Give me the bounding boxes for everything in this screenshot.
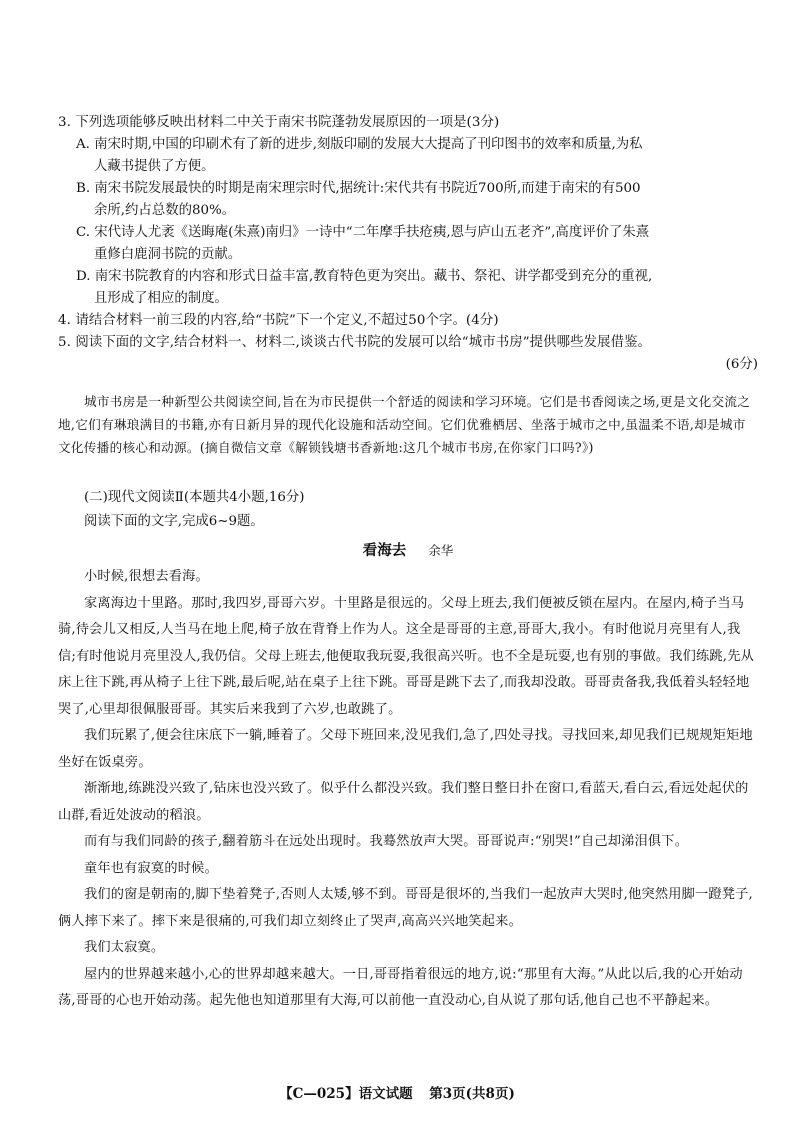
article-paragraph: 我们的窗是朝南的,脚下垫着凳子,否则人太矮,够不到。哥哥是很坏的,当我们一起放声大哭时,他突然用脚一蹬凳子,俩人摔下来了。摔下来是很痛的,可我们却立刻终止了哭声,高高兴兴地笑起来。 [58,887,753,929]
section-2 [58,486,758,534]
question-3-option-c: C. 宋代诗人尤袤《送晦庵(朱熹)南归》一诗中“二年摩手扶疮痍,恩与庐山五老齐”,高度评价了朱熹 重修白鹿洞书院的贡献。 [76,225,650,262]
footer-code: 【C—025】语文试题 [279,1086,413,1102]
article-author: 余华 [428,543,454,558]
section-2-heading: (二)现代文阅读Ⅱ(本题共4小题,16分) [84,490,305,505]
article [58,538,758,1015]
question-4: 4. 请结合材料一前三段的内容,给“书院”下一个定义,不超过50个字。(4分) [58,313,499,328]
article-paragraph: 我们玩累了,便会往床底下一躺,睡着了。父母下班回来,没见我们,急了,四处寻找。寻找回来,却见我们已规规矩矩地坐好在饭桌旁。 [58,728,753,770]
article-paragraph: 小时候,很想去看海。 [84,569,209,584]
article-paragraph: 而有与我们同龄的孩子,翻着筋斗在远处出现时。我蓦然放声大哭。哥哥说声:“别哭!”自己却涕泪俱下。 [84,834,689,849]
article-paragraph: 渐渐地,练跳没兴致了,钻床也没兴致了。似乎什么都没兴致。我们整日整日扑在窗口,看蓝天,看白云,看远处起伏的山群,看近处波动的稻浪。 [58,781,749,823]
footer-page-number: 第3页(共8页) [429,1086,515,1102]
question-3-option-a: A. 南宋时期,中国的印刷术有了新的进步,刻版印刷的发展大大提高了刊印图书的效率和质量,为私 人藏书提供了方便。 [76,137,643,174]
question-3-stem: 3. 下列选项能够反映出材料二中关于南宋书院蓬勃发展原因的一项是(3分) [58,115,500,130]
material-paragraph: 城市书房是一种新型公共阅读空间,旨在为市民提供一个舒适的阅读和学习环境。它们是书香阅读之场,更是文化交流之地,它们有琳琅满目的书籍,亦有日新月异的现代化设施和活动空间。它们优雅栖居、坐落于城市之中,虽温柔不语,却是城市文化传播的核心和动源。(摘自微信文章《解锁钱塘书香新地:这几个城市书房,在你家门口吗?》) [58,394,751,455]
question-5-material [58,390,758,459]
page-footer [0,1082,794,1102]
article-paragraph: 屋内的世界越来越小,心的世界却越来越大。一日,哥哥指着很远的地方,说:“那里有大海。”从此以后,我的心开始动荡,哥哥的心也开始动荡。起先他也知道那里有大海,可以前他一直没动心,自从说了那句话,他自己也不平静起来。 [58,966,743,1008]
question-3-option-b: B. 南宋书院发展最快的时期是南宋理宗时代,据统计:宋代共有书院近700所,而建于南宋的有500 余所,约占总数的80%。 [76,181,641,218]
question-3-option-d: D. 南宋书院教育的内容和形式日益丰富,教育特色更为突出。藏书、祭祀、讲学都受到充分的重视, 且形成了相应的制度。 [76,269,653,306]
article-title [58,538,758,564]
question-3 [58,112,758,376]
article-title-text: 看海去 [362,542,407,559]
section-2-instruction: 阅读下面的文字,完成6~9题。 [84,514,264,529]
article-paragraph: 童年也有寂寞的时候。 [84,860,218,876]
question-5: 5. 阅读下面的文字,结合材料一、材料二,谈谈古代书院的发展可以给“城市书房”提供哪些发展借鉴。 [58,335,652,350]
question-5-score: (6分) [725,357,758,372]
article-paragraph: 家离海边十里路。那时,我四岁,哥哥六岁。十里路是很远的。父母上班去,我们便被反锁在屋内。在屋内,椅子当马骑,待会儿又相反,人当马在地上爬,椅子放在背脊上作为人。这全是哥哥的主意,哥哥大,我小。有时他说月亮里有人,我信;有时他说月亮里没人,我仍信。父母上班去,他便取我玩耍,我很高兴听。也不全是玩耍,也有别的事做。我们练跳,先从床上往下跳,再从椅子上往下跳,最后呢,站在桌子上往下跳。哥哥是跳下去了,而我却没敢。哥哥责备我,我低着头轻轻地哭了,心里却很佩服哥哥。其实后来我到了六岁,也敢跳了。 [58,595,754,717]
article-paragraph: 我们太寂寞。 [84,940,165,955]
